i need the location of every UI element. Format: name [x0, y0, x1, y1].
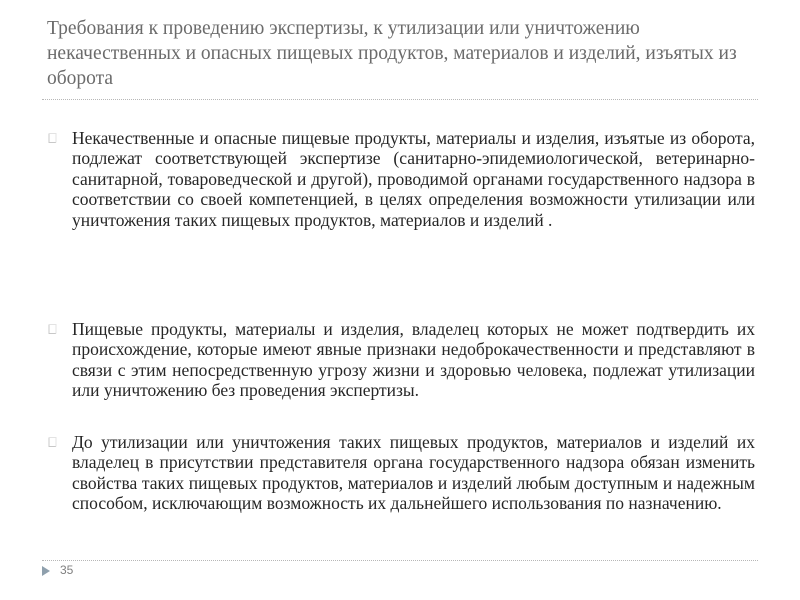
- bullet-item: [47, 319, 755, 401]
- footer-divider: [42, 560, 758, 561]
- bullet-text: Пищевые продукты, материалы и изделия, владелец которых не может подтвердить их происхождение, которые имеют явные признаки недоброкачественности и представляют в связи с этим непосредственную угрозу жизни и здоровью человека, подлежат утилизации или уничтожению без проведения экспертизы.: [72, 319, 755, 401]
- hollow-square-bullet-icon: [47, 436, 58, 448]
- bullet-text: До утилизации или уничтожения таких пищевых продуктов, материалов и изделий их владелец в присутствии представителя органа государственного надзора обязан изменить свойства таких пищевых продуктов, материалов и изделий любым доступным и надежным способом, исключающим возможность их дальнейшего использования по назначению.: [72, 432, 755, 514]
- bullet-text: Некачественные и опасные пищевые продукты, материалы и изделия, изъятые из оборота, подлежат соответствующей экспертизе (санитарно-эпидемиологической, ветеринарно-санитарной, товароведческой и другой), проводимой органами государственного надзора в соответствии со своей компетенцией, в целях определения возможности утилизации или уничтожения таких пищевых продуктов, материалов и изделий .: [72, 128, 755, 230]
- hollow-square-bullet-icon: [47, 132, 58, 144]
- slide-title: Требования к проведению экспертизы, к утилизации или уничтожению некачественных и опасных пищевых продуктов, материалов и изделий, изъятых из оборота: [47, 18, 737, 89]
- bullet-item: [47, 432, 755, 514]
- hollow-square-bullet-icon: [47, 323, 58, 335]
- title-divider: [42, 99, 758, 100]
- page-number: 35: [60, 563, 74, 577]
- bullet-item: [47, 128, 755, 230]
- triangle-arrow-icon: [42, 566, 50, 576]
